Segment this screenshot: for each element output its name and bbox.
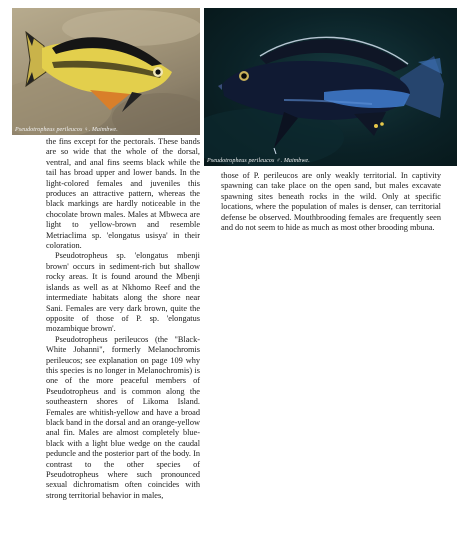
photo-female-fish bbox=[12, 8, 200, 135]
left-text-column bbox=[46, 137, 200, 501]
paragraph: the fins except for the pectorals. These bands are so wide that the whole of the dorsal, ventral, and anal fins seems black while the tail has broad upper and lower bands. In the light-colored females and juveniles this produces an attractive pattern, whereas the black markings are hardly noticeable in the chocolate brown males. Males at Mbweca are light to yellow-brown and resemble Metriaclima sp. 'elongatus usisya' in their coloration. bbox=[46, 137, 200, 251]
fish-illustration-female bbox=[12, 8, 200, 135]
photo-caption-male: Pseudotropheus perileucos ♂. Maimbwe. bbox=[207, 158, 310, 164]
photo-male-fish bbox=[204, 8, 457, 166]
paragraph: those of P. perileucos are only weakly territorial. In captivity spawning can take place on the open sand, but males excavate spawning sites beneath rocks in the wild. Only at specific locations, where the population of males is denser, can territorial defense be observed. Mouthbrooding females are frequently seen and do not seem to hide as much as most other brooding mbuna. bbox=[221, 171, 441, 233]
right-text-column bbox=[221, 171, 441, 233]
photo-caption-female: Pseudotropheus perileucos ♀. Maimbwe. bbox=[15, 127, 118, 133]
fish-illustration-male bbox=[204, 8, 457, 166]
paragraph: Pseudotropheus perileucos (the "Black-White Johanni", formerly Melanochromis perileucos; see explanation on page 109 why this species is no longer in Melanochromis) is one of the more peaceful members of Pseudotropheus and is common along the southeastern shores of Likoma Island. Females are whitish-yellow and have a broad black band in the dorsal and an orange-yellow anal fin. Males are almost completely blue-black with a light blue wedge on the caudal peduncle and the posterior part of the body. In contrast to the other species of Pseudotropheus where such pronounced sexual dichromatism often coincides with strong territorial behavior in males, bbox=[46, 334, 200, 500]
paragraph: Pseudotropheus sp. 'elongatus mbenji brown' occurs in sediment-rich but shallow rocky areas. It is found around the Mbenji islands as well as at Nkhomo Reef and the intermediate habitats along the shore near Sani. Females are very dark brown, quite the opposite of those of P. sp. 'elongatus mozambique brown'. bbox=[46, 251, 200, 334]
